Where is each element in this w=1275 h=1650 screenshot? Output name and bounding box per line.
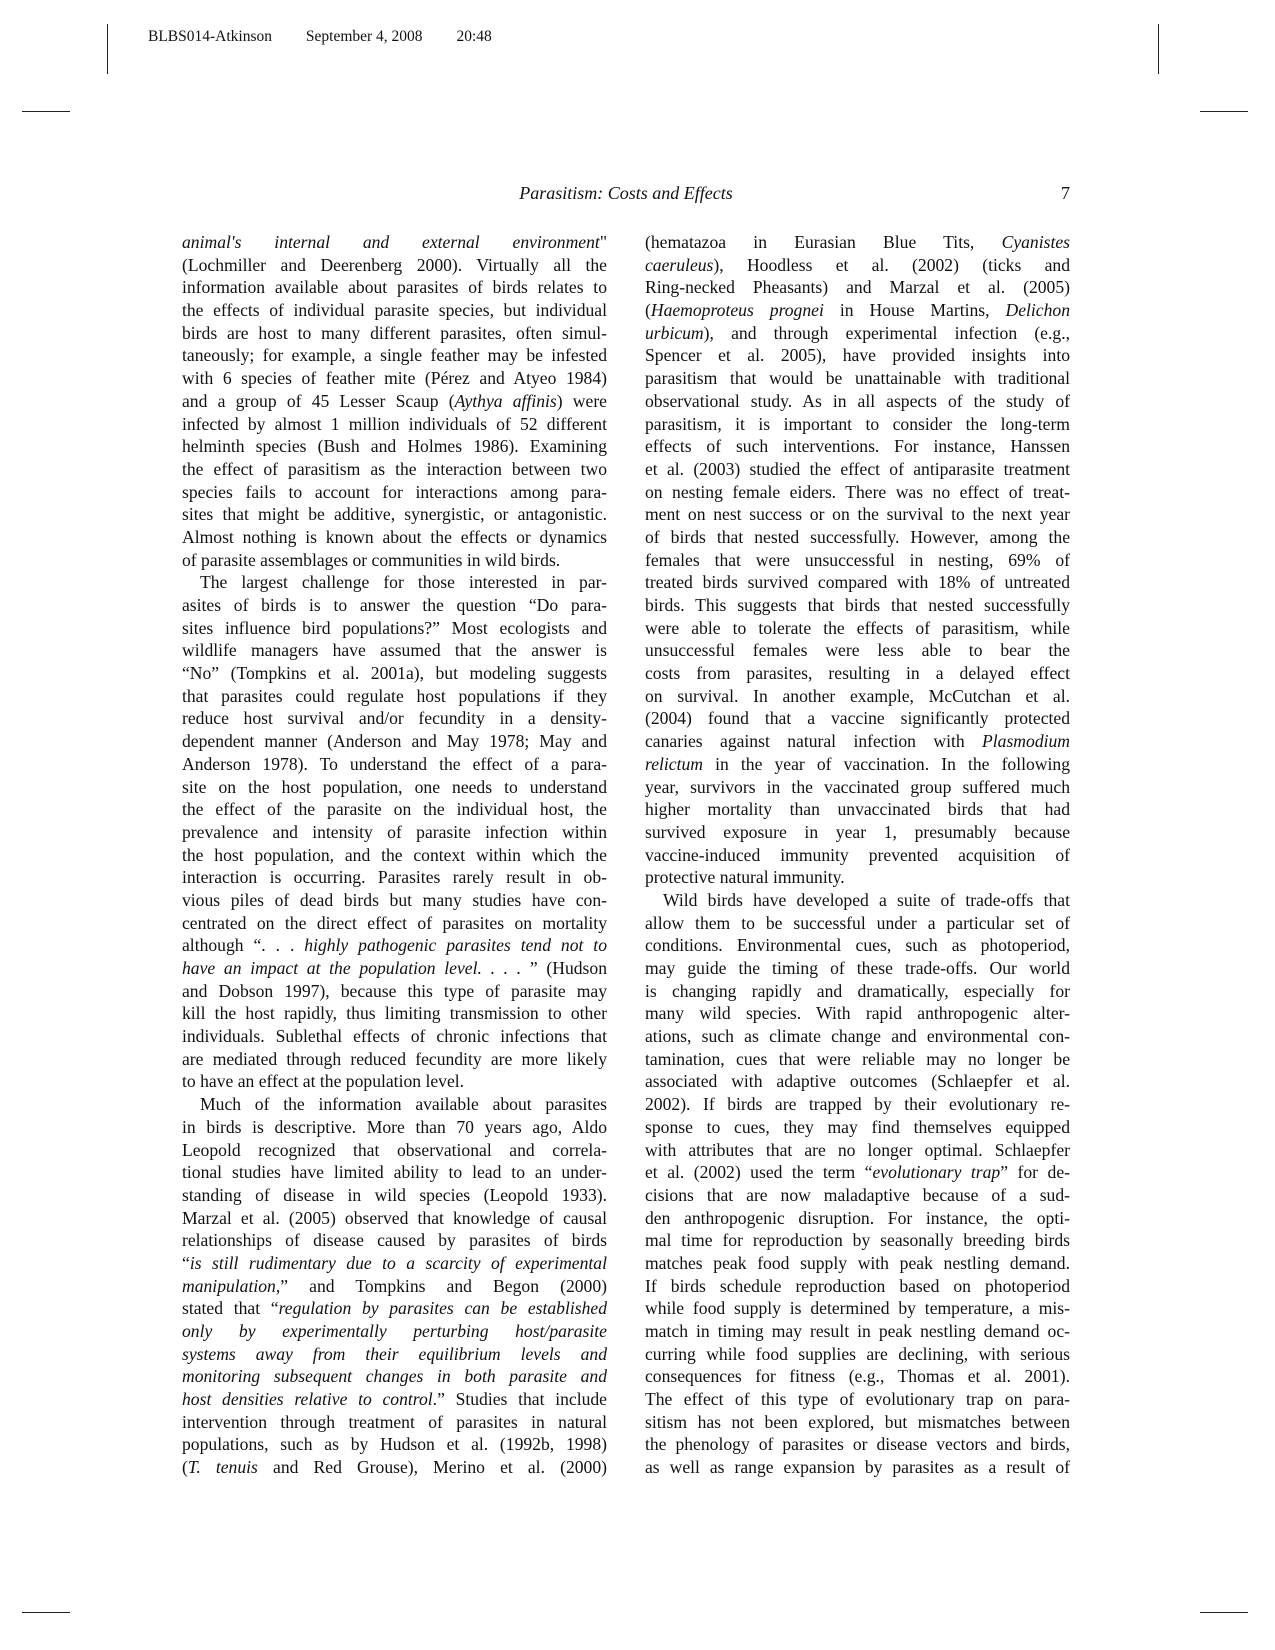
body-text: vaccine-induced immunity prevented acquisition of	[645, 844, 1070, 865]
body-text: Wild birds have developed a suite of trade-offs that	[663, 889, 1070, 910]
body-text: in House Martins,	[823, 300, 1006, 321]
italic-text: systems away from their equilibrium levels and	[182, 1343, 607, 1364]
body-text: (	[182, 1457, 188, 1478]
text-line	[645, 299, 1070, 322]
text-line	[645, 1093, 1070, 1116]
body-text: “No” (Tompkins et al. 2001a), but modeling suggests	[182, 663, 607, 684]
text-line	[182, 821, 607, 844]
text-line	[645, 866, 1070, 889]
text-line	[182, 344, 607, 367]
body-text: “	[182, 1252, 190, 1273]
text-line	[182, 639, 607, 662]
text-line	[645, 912, 1070, 935]
italic-text: T. tenuis	[187, 1457, 258, 1478]
text-line	[182, 481, 607, 504]
text-line	[645, 1320, 1070, 1343]
body-text: sitism has not been explored, but mismatches between	[645, 1411, 1070, 1432]
body-text: Spencer et al. 2005), have provided insights into	[645, 345, 1070, 366]
text-line	[645, 1070, 1070, 1093]
text-line	[645, 980, 1070, 1003]
text-line	[182, 367, 607, 390]
italic-text: animal's internal and external environment	[182, 232, 600, 252]
text-line	[182, 571, 607, 594]
trim-mark-bottom-right	[1200, 1612, 1248, 1613]
body-text: .” Studies that include	[432, 1389, 607, 1410]
text-line	[645, 458, 1070, 481]
body-text: populations, such as by Hudson et al. (1992b, 1998)	[182, 1434, 607, 1455]
text-line	[182, 1411, 607, 1434]
body-text: higher mortality than unvaccinated birds that had	[645, 799, 1070, 820]
text-line	[645, 276, 1070, 299]
body-text: centrated on the direct effect of parasites on mortality	[182, 912, 607, 933]
text-line	[182, 390, 607, 413]
body-text: ment on nest success or on the survival to the next year	[645, 504, 1070, 525]
body-text: the effect of the parasite on the individual host, the	[182, 799, 607, 820]
body-text: 2002). If birds are trapped by their evolutionary re-	[645, 1094, 1070, 1115]
body-text: and Red Grouse), Merino et al. (2000)	[257, 1457, 607, 1478]
body-text: birds. This suggests that birds that nested successfully	[645, 595, 1070, 615]
text-line	[182, 231, 607, 254]
body-text: of birds that nested successfully. However, among the	[645, 526, 1070, 547]
body-text: may guide the timing of these trade-offs. Our world	[645, 958, 1070, 978]
text-line	[182, 1048, 607, 1071]
body-text: year, survivors in the vaccinated group suffered much	[645, 776, 1070, 797]
text-line	[182, 866, 607, 889]
body-text: individuals. Sublethal effects of chronic infections that	[182, 1026, 607, 1047]
crop-mark-top-left	[107, 24, 108, 74]
text-line	[645, 390, 1070, 413]
body-text: Marzal et al. (2005) observed that knowledge of causal	[182, 1207, 607, 1228]
body-text: intervention through treatment of parasites in natural	[182, 1411, 607, 1432]
body-text: match in timing may result in peak nestling demand oc-	[645, 1321, 1070, 1341]
text-line	[182, 254, 607, 277]
body-text: If birds schedule reproduction based on photoperiod	[645, 1275, 1070, 1296]
text-line	[645, 322, 1070, 345]
text-line	[645, 1207, 1070, 1230]
body-text: helminth species (Bush and Holmes 1986). Examining	[182, 436, 607, 457]
text-line	[645, 344, 1070, 367]
text-line	[182, 1070, 607, 1093]
body-text: are mediated through reduced fecundity are more likely	[182, 1048, 607, 1069]
body-text: (Lochmiller and Deerenberg 2000). Virtually all the	[182, 254, 607, 275]
running-title: Parasitism: Costs and Effects	[519, 183, 733, 203]
text-line	[182, 980, 607, 1003]
text-line	[182, 549, 607, 572]
italic-text: caeruleus	[645, 254, 714, 275]
body-text: asites of birds is to answer the question “Do para-	[182, 595, 607, 615]
italic-text: host densities relative to control	[182, 1389, 433, 1410]
text-line	[645, 1002, 1070, 1025]
body-text: observational study. As in all aspects of the study of	[645, 390, 1070, 411]
body-text: Anderson 1978). To understand the effect of a para-	[182, 753, 607, 774]
body-text: stated that “	[182, 1298, 279, 1319]
text-line	[645, 1343, 1070, 1366]
body-text: protective natural immunity.	[645, 867, 845, 888]
text-line	[182, 662, 607, 685]
body-text: standing of disease in wild species (Leopold 1933).	[182, 1184, 607, 1205]
italic-text: monitoring subsequent changes in both parasite and	[182, 1366, 607, 1387]
italic-text: relictum	[645, 753, 703, 774]
body-text: reduce host survival and/or fecundity in a density-	[182, 708, 607, 729]
text-line	[182, 1320, 607, 1343]
text-line	[645, 1025, 1070, 1048]
body-text: on survival. In another example, McCutchan et al.	[645, 685, 1070, 706]
text-line	[645, 1139, 1070, 1162]
body-text: although “. . .	[182, 935, 305, 956]
text-line	[182, 776, 607, 799]
text-line	[182, 1297, 607, 1320]
text-line	[645, 1297, 1070, 1320]
body-text: prevalence and intensity of parasite infection within	[182, 821, 607, 842]
crop-mark-top-right	[1158, 24, 1159, 74]
body-text: sites that might be additive, synergistic, or antagonistic.	[182, 504, 607, 525]
body-text: survived exposure in year 1, presumably because	[645, 821, 1070, 842]
text-line	[645, 231, 1070, 254]
italic-text: highly pathogenic parasites tend not to	[304, 935, 607, 956]
text-line	[645, 1184, 1070, 1207]
body-text: infected by almost 1 million individuals of 52 different	[182, 413, 607, 434]
body-text: The largest challenge for those interested in par-	[200, 572, 607, 593]
body-text: allow them to be successful under a particular set of	[645, 912, 1070, 933]
text-line	[182, 276, 607, 299]
text-line	[182, 1116, 607, 1139]
body-text: mal time for reproduction by seasonally breeding birds	[645, 1230, 1070, 1251]
text-line	[182, 594, 607, 617]
body-text: Much of the information available about parasites	[200, 1094, 607, 1115]
slug-code: BLBS014-Atkinson	[148, 28, 273, 45]
text-line	[645, 1365, 1070, 1388]
body-text: Almost nothing is known about the effects or dynamics	[182, 526, 607, 547]
body-text: (hematazoa in Eurasian Blue Tits,	[645, 232, 1002, 252]
body-text: et al. (2002) used the term “	[645, 1162, 873, 1183]
italic-text: regulation by parasites can be established	[278, 1298, 607, 1319]
running-head	[182, 183, 1070, 207]
text-line	[182, 685, 607, 708]
text-line	[645, 1411, 1070, 1434]
text-line	[182, 889, 607, 912]
text-line	[645, 662, 1070, 685]
body-text: den anthropogenic disruption. For instance, the opti-	[645, 1207, 1070, 1228]
body-text: in the year of vaccination. In the following	[702, 753, 1070, 774]
body-text: the effect of parasitism as the interaction between two	[182, 458, 607, 479]
text-line	[645, 1229, 1070, 1252]
text-line	[182, 844, 607, 867]
body-text: taneously; for example, a single feather may be infested	[182, 345, 607, 366]
text-line	[182, 753, 607, 776]
italic-text: Cyanistes	[1001, 232, 1070, 252]
body-text: ) were	[556, 390, 607, 411]
body-text: costs from parasites, resulting in a delayed effect	[645, 663, 1070, 684]
text-line	[182, 912, 607, 935]
body-text: (2004) found that a vaccine significantly protected	[645, 708, 1070, 729]
text-line	[182, 1252, 607, 1275]
text-line	[645, 1388, 1070, 1411]
text-line	[182, 413, 607, 436]
body-text: sites influence bird populations?” Most ecologists and	[182, 617, 607, 638]
body-text: wildlife managers have assumed that the answer is	[182, 640, 607, 661]
italic-text: Aythya affinis	[454, 390, 557, 411]
body-text: canaries against natural infection with	[645, 731, 983, 752]
body-text: associated with adaptive outcomes (Schlaepfer et al.	[645, 1071, 1070, 1092]
text-line	[645, 526, 1070, 549]
body-text: information available about parasites of birds relates to	[182, 277, 607, 298]
italic-text: Haemoproteus prognei	[650, 300, 824, 321]
text-line	[182, 458, 607, 481]
body-text: ), Hoodless et al. (2002) (ticks and	[713, 254, 1070, 275]
body-text: conditions. Environmental cues, such as photoperiod,	[645, 935, 1070, 956]
body-text: and a group of 45 Lesser Scaup (	[182, 390, 455, 411]
text-line	[645, 549, 1070, 572]
text-line	[182, 934, 607, 957]
text-line	[645, 707, 1070, 730]
text-line	[645, 617, 1070, 640]
left-column	[182, 231, 607, 1479]
body-text: females that were unsuccessful in nesting, 69% of	[645, 549, 1070, 570]
page-number: 7	[1061, 183, 1070, 203]
text-line	[182, 730, 607, 753]
body-text: birds are host to many different parasites, often simul-	[182, 322, 607, 343]
body-text: tional studies have limited ability to lead to an under-	[182, 1162, 607, 1183]
body-text: Leopold recognized that observational and correla-	[182, 1139, 607, 1160]
body-text: the phenology of parasites or disease vectors and birds,	[645, 1434, 1070, 1455]
body-text: et al. (2003) studied the effect of antiparasite treatment	[645, 458, 1070, 479]
text-line	[645, 639, 1070, 662]
body-text: The effect of this type of evolutionary trap on para-	[645, 1389, 1070, 1410]
text-line	[182, 1275, 607, 1298]
body-text: vious piles of dead birds but many studies have con-	[182, 889, 607, 910]
text-line	[182, 1388, 607, 1411]
body-text: ,” and Tompkins and Begon (2000)	[275, 1275, 607, 1296]
trim-mark-top-right	[1200, 111, 1248, 112]
body-text: effects of such interventions. For instance, Hanssen	[645, 436, 1070, 457]
text-line	[182, 1184, 607, 1207]
right-column	[645, 231, 1070, 1479]
body-text: cisions that are now maladaptive because of a sud-	[645, 1184, 1070, 1205]
text-line	[645, 1433, 1070, 1456]
text-line	[645, 1252, 1070, 1275]
text-line	[645, 1275, 1070, 1298]
text-line	[182, 1343, 607, 1366]
body-text: ” for de-	[1000, 1162, 1070, 1183]
text-line	[645, 685, 1070, 708]
text-line	[182, 1002, 607, 1025]
text-line	[645, 254, 1070, 277]
text-line	[182, 1025, 607, 1048]
text-line	[645, 821, 1070, 844]
body-text: ” (Hudson	[521, 958, 607, 978]
body-text: consequences for fitness (e.g., Thomas et al. 2001).	[645, 1366, 1070, 1387]
body-text: ), and through experimental infection (e.g.,	[703, 322, 1070, 343]
text-line	[645, 503, 1070, 526]
text-line	[645, 594, 1070, 617]
body-text: while food supply is determined by temperature, a mis-	[645, 1298, 1070, 1319]
text-line	[645, 844, 1070, 867]
text-line	[182, 957, 607, 980]
body-text: sponse to cues, they may find themselves equipped	[645, 1116, 1070, 1137]
italic-text: is still rudimentary due to a scarcity of experimental	[189, 1252, 607, 1273]
text-line	[645, 934, 1070, 957]
slug-time: 20:48	[456, 28, 492, 45]
body-text: and Dobson 1997), because this type of parasite may	[182, 980, 607, 1001]
body-text: to have an effect at the population level.	[182, 1071, 465, 1092]
printer-slug	[148, 28, 522, 46]
body-text: with attributes that are no longer optimal. Schlaepfer	[645, 1139, 1070, 1160]
italic-text: Delichon	[1005, 300, 1070, 321]
text-line	[645, 1116, 1070, 1139]
body-text: species fails to account for interactions among para-	[182, 481, 607, 502]
text-line	[182, 1139, 607, 1162]
body-text: parasitism, it is important to consider the long-term	[645, 413, 1070, 434]
text-line	[182, 526, 607, 549]
italic-text: Plasmodium	[982, 731, 1070, 752]
body-text: treated birds survived compared with 18% of untreated	[645, 572, 1070, 593]
slug-date: September 4, 2008	[305, 28, 423, 45]
text-line	[182, 503, 607, 526]
body-text: were able to tolerate the effects of parasitism, while	[645, 617, 1070, 638]
body-text: that parasites could regulate host populations if they	[182, 685, 607, 706]
italic-text: only by experimentally perturbing host/parasite	[182, 1321, 607, 1341]
text-line	[645, 481, 1070, 504]
body-text: is changing rapidly and dramatically, especially for	[645, 980, 1070, 1001]
text-line	[182, 299, 607, 322]
text-line	[182, 435, 607, 458]
body-text: relationships of disease caused by parasites of birds	[182, 1230, 607, 1251]
italic-text: evolutionary trap	[872, 1162, 1001, 1183]
italic-text: manipulation	[182, 1275, 276, 1296]
body-text: Ring-necked Pheasants) and Marzal et al. (2005)	[645, 277, 1070, 298]
text-line	[645, 957, 1070, 980]
body-text: kill the host rapidly, thus limiting transmission to other	[182, 1003, 607, 1024]
trim-mark-top-left	[22, 111, 70, 112]
text-line	[645, 889, 1070, 912]
text-line	[182, 1229, 607, 1252]
body-text: ations, such as climate change and environmental con-	[645, 1026, 1070, 1047]
body-text: "	[599, 232, 607, 252]
text-line	[182, 1433, 607, 1456]
body-text: the host population, and the context within which the	[182, 844, 607, 865]
body-text: many wild species. With rapid anthropogenic alter-	[645, 1003, 1070, 1024]
text-line	[645, 1161, 1070, 1184]
text-line	[182, 322, 607, 345]
body-text: (	[645, 300, 651, 321]
text-line	[182, 617, 607, 640]
text-line	[182, 1456, 607, 1479]
text-line	[182, 1365, 607, 1388]
body-text: as well as range expansion by parasites as a result of	[645, 1457, 1070, 1478]
italic-text: urbicum	[645, 322, 704, 343]
body-text: curring while food supplies are declining, with serious	[645, 1343, 1070, 1364]
body-text: with 6 species of feather mite (Pérez and Atyeo 1984)	[182, 368, 607, 389]
text-line	[645, 571, 1070, 594]
text-line	[645, 1048, 1070, 1071]
text-line	[182, 1161, 607, 1184]
text-line	[645, 435, 1070, 458]
text-line	[645, 776, 1070, 799]
body-text: in birds is descriptive. More than 70 years ago, Aldo	[182, 1116, 607, 1137]
body-text: dependent manner (Anderson and May 1978; May and	[182, 731, 607, 752]
body-text: matches peak food supply with peak nestling demand.	[645, 1252, 1070, 1273]
text-line	[645, 730, 1070, 753]
body-text: parasitism that would be unattainable with traditional	[645, 368, 1070, 389]
text-line	[182, 1207, 607, 1230]
text-line	[645, 367, 1070, 390]
body-text: site on the host population, one needs to understand	[182, 776, 607, 797]
body-text: unsuccessful females were less able to bear the	[645, 640, 1070, 661]
text-line	[182, 707, 607, 730]
text-line	[182, 798, 607, 821]
text-line	[645, 1456, 1070, 1479]
text-line	[645, 798, 1070, 821]
body-text: the effects of individual parasite species, but individual	[182, 300, 607, 321]
text-line	[645, 753, 1070, 776]
trim-mark-bottom-left	[22, 1612, 70, 1613]
italic-text: have an impact at the population level. . . .	[182, 958, 522, 978]
text-line	[182, 1093, 607, 1116]
body-text: tamination, cues that were reliable may no longer be	[645, 1048, 1070, 1069]
body-text: of parasite assemblages or communities in wild birds.	[182, 549, 561, 570]
body-text: interaction is occurring. Parasites rarely result in ob-	[182, 867, 607, 888]
body-text: on nesting female eiders. There was no effect of treat-	[645, 481, 1070, 502]
text-line	[645, 413, 1070, 436]
